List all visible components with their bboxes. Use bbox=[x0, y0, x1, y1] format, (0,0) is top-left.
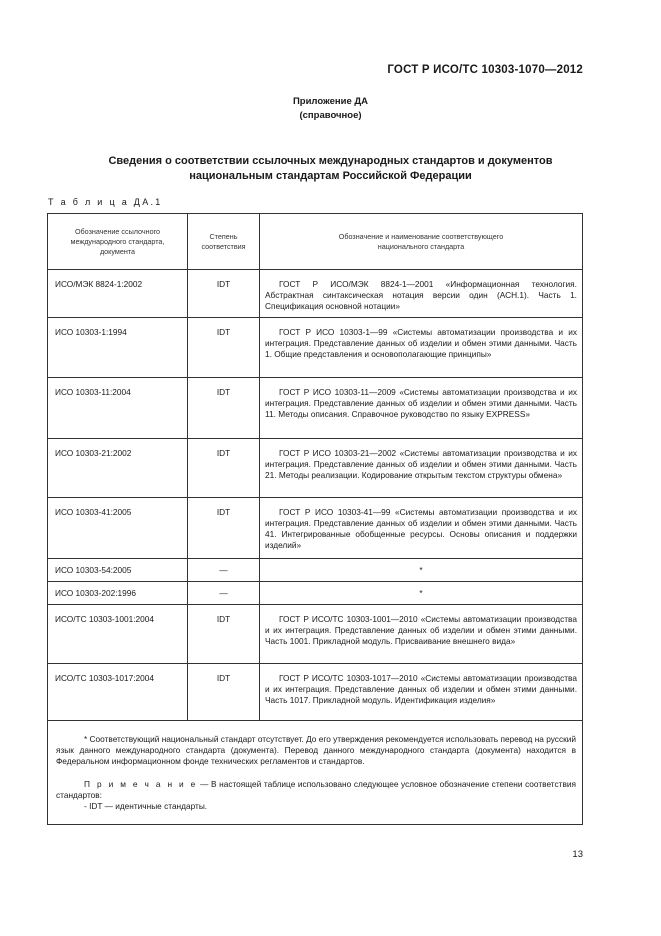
table-row bbox=[48, 582, 583, 605]
cell-degree: IDT bbox=[188, 318, 260, 378]
cell-reference: ИСО/ТС 10303-1017:2004 bbox=[48, 664, 188, 721]
cell-reference: ИСО/МЭК 8824-1:2002 bbox=[48, 270, 188, 318]
cell-national: ГОСТ Р ИСО/МЭК 8824-1—2001 «Информационная технология. Абстрактная синтаксическая нотация версии один (АСН.1). Часть 1. Спецификация основной нотации» bbox=[260, 270, 583, 318]
table-row bbox=[48, 270, 583, 318]
cell-national: * bbox=[260, 559, 583, 582]
table-row bbox=[48, 498, 583, 559]
cell-national: ГОСТ Р ИСО 10303-1—99 «Системы автоматизации производства и их интеграция. Представление данных об изделии и обмен этими данными. Часть 1. Общие представления и основополагающие принципы» bbox=[260, 318, 583, 378]
cell-reference: ИСО 10303-1:1994 bbox=[48, 318, 188, 378]
cell-national: ГОСТ Р ИСО/ТС 10303-1001—2010 «Системы автоматизации производства и их интеграция. Представление данных об изделии и обмен этими данными. Часть 1001. Прикладной модуль. Присваивание внешнего вида» bbox=[260, 605, 583, 664]
header-degree: Степень соответствия bbox=[188, 214, 260, 270]
cell-reference: ИСО 10303-11:2004 bbox=[48, 378, 188, 439]
cell-degree: IDT bbox=[188, 498, 260, 559]
cell-reference: ИСО 10303-41:2005 bbox=[48, 498, 188, 559]
table-row bbox=[48, 605, 583, 664]
note-label: П р и м е ч а н и е bbox=[84, 779, 198, 789]
section-title-line-1: Сведения о соответствии ссылочных международных стандартов и документов bbox=[108, 155, 553, 167]
appendix-heading bbox=[0, 95, 661, 123]
table-row bbox=[48, 664, 583, 721]
cell-reference: ИСО 10303-202:1996 bbox=[48, 582, 188, 605]
table-notes bbox=[48, 721, 583, 825]
cell-national: ГОСТ Р ИСО 10303-41—99 «Системы автоматизации производства и их интеграция. Представление данных об изделии и обмен этими данными. Часть 41. Интегрированные обобщенные ресурсы. Основы описания и поддержки изделий» bbox=[260, 498, 583, 559]
footnote: * Соответствующий национальный стандарт отсутствует. До его утверждения рекомендуется использовать перевод на русский язык данного международного стандарта (документа). Перевод данного международного стандарта (документа) находится в Федеральном информационном фонде технических регламентов и стандартов. bbox=[56, 734, 576, 766]
cell-degree: IDT bbox=[188, 664, 260, 721]
document-code: ГОСТ Р ИСО/ТС 10303-1070—2012 bbox=[387, 64, 583, 76]
note-item: - IDT — идентичные стандарты. bbox=[84, 801, 208, 811]
section-title bbox=[60, 154, 601, 184]
header-national-standard: Обозначение и наименование соответствующего национального стандарта bbox=[260, 214, 583, 270]
section-title-line-2: национальным стандартам Российской Федерации bbox=[189, 170, 472, 182]
cell-degree: IDT bbox=[188, 439, 260, 498]
cell-degree: IDT bbox=[188, 605, 260, 664]
table-header-row bbox=[48, 214, 583, 270]
table-row bbox=[48, 439, 583, 498]
table-caption: Т а б л и ц а ДА.1 bbox=[48, 197, 163, 207]
cell-national: ГОСТ Р ИСО 10303-11—2009 «Системы автоматизации производства и их интеграция. Представление данных об изделии и обмен этими данными. Часть 11. Методы описания. Справочное руководство по языку EXPRESS» bbox=[260, 378, 583, 439]
cell-degree: — bbox=[188, 582, 260, 605]
note-text: — В настоящей таблице использовано следующее условное обозначение степени соответствия стандартов: bbox=[56, 779, 576, 800]
cell-reference: ИСО 10303-21:2002 bbox=[48, 439, 188, 498]
note bbox=[56, 779, 576, 801]
appendix-subtitle: (справочное) bbox=[299, 110, 362, 121]
cell-national: * bbox=[260, 582, 583, 605]
table-notes-row bbox=[48, 721, 583, 825]
page-number: 13 bbox=[572, 849, 583, 860]
cell-reference: ИСО 10303-54:2005 bbox=[48, 559, 188, 582]
cell-degree: IDT bbox=[188, 378, 260, 439]
cell-degree: IDT bbox=[188, 270, 260, 318]
cell-degree: — bbox=[188, 559, 260, 582]
cell-national: ГОСТ Р ИСО 10303-21—2002 «Системы автоматизации производства и их интеграция. Представление данных об изделии и обмен этими данными. Часть 21. Методы реализации. Кодирование открытым текстом структуры обмена» bbox=[260, 439, 583, 498]
standards-correspondence-table bbox=[47, 213, 583, 825]
header-international-standard: Обозначение ссылочного международного стандарта, документа bbox=[48, 214, 188, 270]
table-row bbox=[48, 378, 583, 439]
table-row bbox=[48, 318, 583, 378]
table-row bbox=[48, 559, 583, 582]
appendix-title: Приложение ДА bbox=[292, 96, 369, 107]
cell-national: ГОСТ Р ИСО/ТС 10303-1017—2010 «Системы автоматизации производства и их интеграция. Представление данных об изделии и обмен этими данными. Часть 1017. Прикладной модуль. Идентификация изделия» bbox=[260, 664, 583, 721]
cell-reference: ИСО/ТС 10303-1001:2004 bbox=[48, 605, 188, 664]
